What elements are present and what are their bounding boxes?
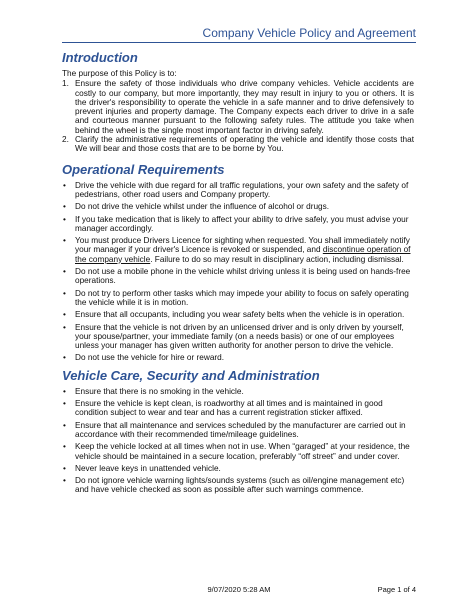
document-header: [62, 26, 416, 43]
bullet-dot-icon: •: [63, 353, 66, 363]
item-text: Ensure that all maintenance and services scheduled by the manufacturer are carried out in accordance with their recommended time/mileage guidelines.: [75, 420, 406, 439]
bullet-dot-icon: •: [63, 180, 66, 190]
item-text: Ensure the safety of those individuals who drive company vehicles. Vehicle accidents are costly to our company, but more importantly, they may result in injury to you or others. It is the driver's responsibility to operate the vehicle in a safe manner and to drive defensively to prevent injuries and property damage. The Company expects each driver to drive in a safe and courteous manner pursuant to the following safety rules. The attitude you take when behind the wheel is the single most important factor in driving safely.: [75, 79, 414, 135]
list-item: [62, 181, 414, 200]
item-text: Clarify the administrative requirements of operating the vehicle and identify those costs that We will bear and those costs that are to be borne by You.: [75, 135, 414, 154]
intro-section: [62, 50, 414, 154]
document-body: [62, 50, 414, 500]
care-heading: Vehicle Care, Security and Administration: [62, 367, 320, 383]
list-item: [62, 464, 414, 473]
list-item: [62, 135, 414, 154]
item-text: Keep the vehicle locked at all times when not in use. When “garaged” at your residence, the vehicle should be maintained in a secure location, preferably “off street” and under cover.: [75, 442, 410, 461]
item-text: Ensure that there is no smoking in the vehicle.: [75, 386, 244, 396]
bullet-dot-icon: •: [63, 399, 66, 409]
list-item: [62, 289, 414, 308]
item-number: 1.: [62, 79, 69, 89]
bullet-dot-icon: •: [63, 420, 66, 430]
item-text-post: . Failure to do so may result in disciplinary action, including dismissal.: [150, 254, 404, 264]
bullet-dot-icon: •: [63, 386, 66, 396]
bullet-dot-icon: •: [63, 236, 66, 246]
item-text: If you take medication that is likely to affect your ability to drive safely, you must advise your manager accordingly.: [75, 214, 409, 233]
operational-heading: Operational Requirements: [62, 161, 225, 177]
list-item: [62, 399, 414, 418]
list-item: [62, 310, 414, 319]
list-item: [62, 215, 414, 234]
list-item: [62, 442, 414, 461]
bullet-dot-icon: •: [63, 214, 66, 224]
bullet-dot-icon: •: [63, 476, 66, 486]
bullet-dot-icon: •: [63, 267, 66, 277]
underlined-text: discontinue operation of the company vehicle: [75, 245, 411, 264]
operational-list: [62, 181, 414, 363]
bullet-dot-icon: •: [63, 310, 66, 320]
list-item: [62, 202, 414, 211]
list-item: [62, 353, 414, 362]
item-text: Drive the vehicle with due regard for all traffic regulations, your own safety and the safety of pedestrians, other road users and Company property.: [75, 180, 409, 199]
document-title: Company Vehicle Policy and Agreement: [202, 26, 416, 40]
item-text: Do not drive the vehicle whilst under the influence of alcohol or drugs.: [75, 202, 330, 212]
care-list: [62, 387, 414, 495]
list-item: [62, 421, 414, 440]
bullet-dot-icon: •: [63, 288, 66, 298]
item-text: Do not try to perform other tasks which may impede your ability to focus on safely operating the vehicle while it is in motion.: [75, 288, 409, 307]
list-item: [62, 236, 414, 264]
intro-heading: Introduction: [62, 50, 138, 65]
item-text-pre: You must produce Drivers Licence for sighting when requested. You shall immediately notify your manager if your driver's Licence is revoked or suspended, and: [75, 236, 410, 255]
operational-section: [62, 162, 414, 363]
item-text: Do not ignore vehicle warning lights/sounds systems (such as oil/engine management etc) and have vehicle checked as soon as possible after such warnings commence.: [75, 476, 405, 495]
item-number: 2.: [62, 135, 69, 145]
page-number: Page 1 of 4: [377, 585, 416, 594]
footer-date: 9/07/2020 5:28 AM: [207, 585, 271, 594]
care-section: [62, 368, 414, 495]
bullet-dot-icon: •: [63, 442, 66, 452]
item-text: Ensure the vehicle is kept clean, is roadworthy at all times and is maintained in good condition subject to wear and tear and has a current registration sticker affixed.: [75, 399, 383, 418]
list-item: [62, 79, 414, 135]
item-text: Do not use a mobile phone in the vehicle whilst driving unless it is being used on hands-free operations.: [75, 267, 411, 286]
document-footer: [62, 585, 416, 595]
list-item: [62, 387, 414, 396]
list-item: [62, 323, 414, 351]
bullet-dot-icon: •: [63, 202, 66, 212]
intro-purpose-list: [62, 79, 414, 153]
bullet-dot-icon: •: [63, 463, 66, 473]
list-item: [62, 267, 414, 286]
item-text: Ensure that the vehicle is not driven by an unlicensed driver and is only driven by yourself, your spouse/partner, your immediate family (on a needs basis) or one of our employees unless your manager has given written authority for another person to drive the vehicle.: [75, 322, 404, 351]
item-text: Never leave keys in unattended vehicle.: [75, 463, 221, 473]
item-text: Ensure that all occupants, including you wear safety belts when the vehicle is in operation.: [75, 310, 405, 320]
bullet-dot-icon: •: [63, 322, 66, 332]
item-text: Do not use the vehicle for hire or reward.: [75, 353, 225, 363]
intro-lead: The purpose of this Policy is to:: [62, 69, 177, 78]
list-item: [62, 476, 414, 495]
